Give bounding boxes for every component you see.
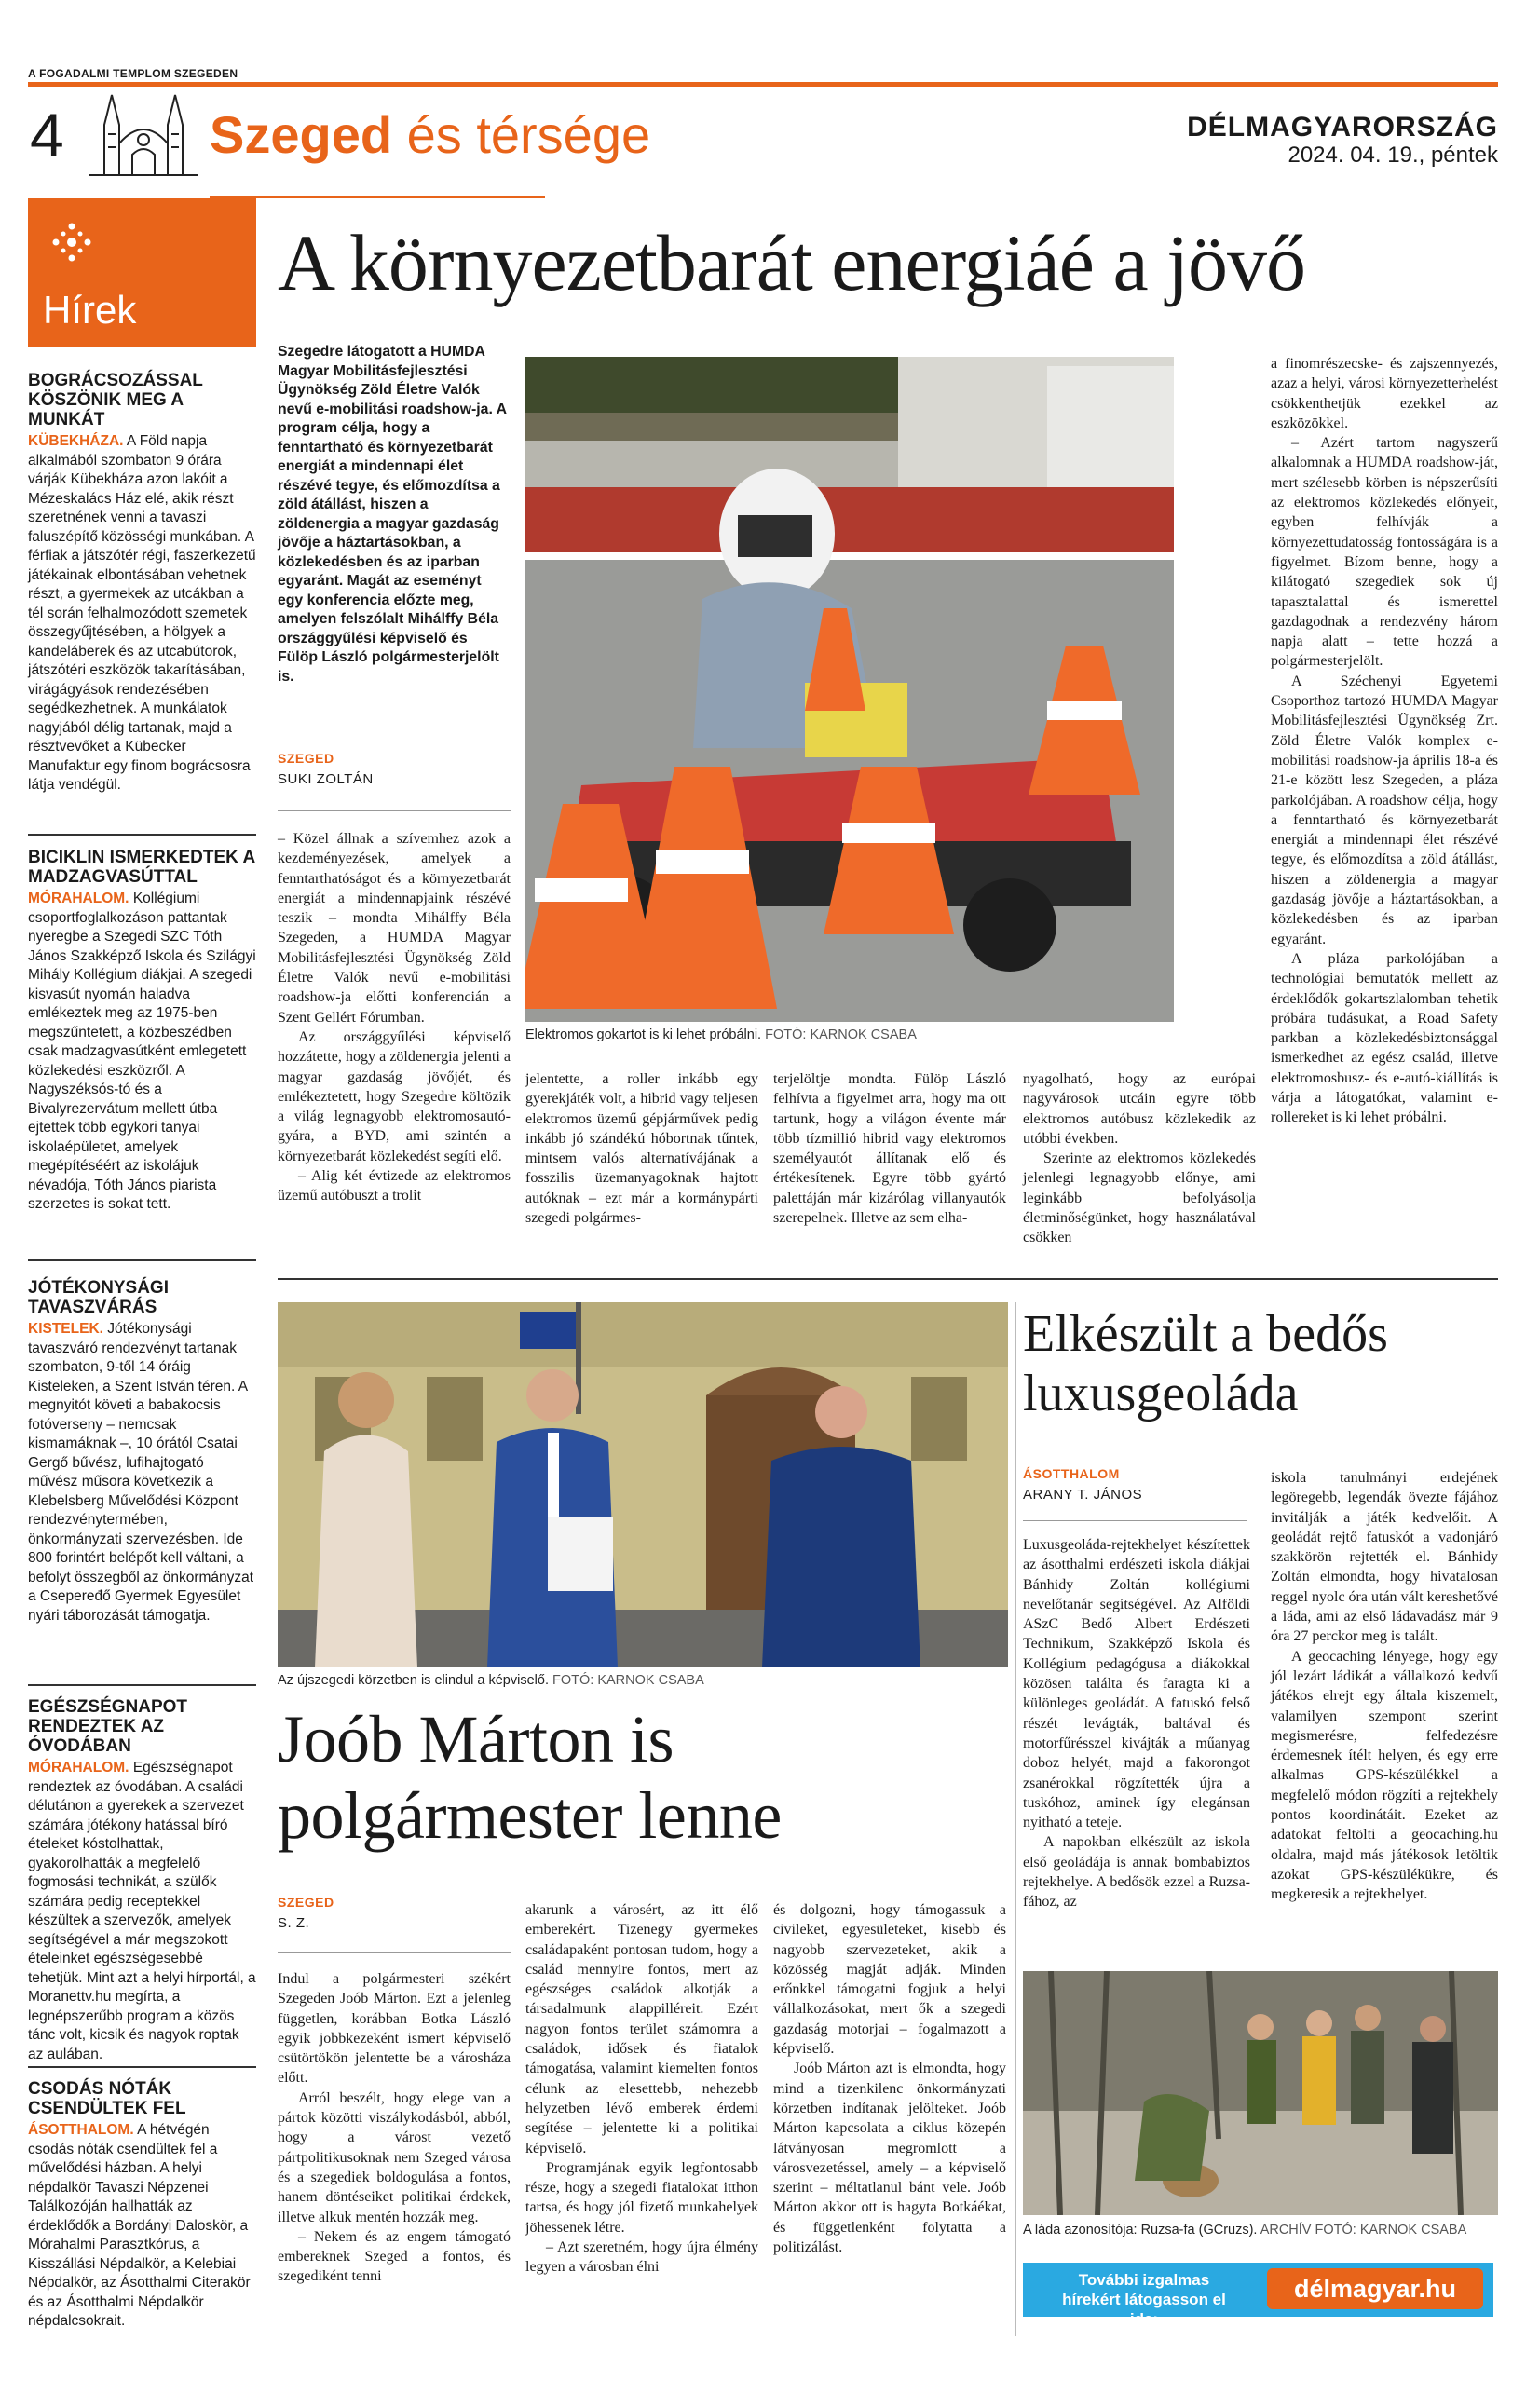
photo-caption	[1023, 2223, 1466, 2238]
brief-title: CSODÁS NÓTÁK CSENDÜLTEK FEL	[28, 2079, 186, 2118]
brief-title: BICIKLIN ISMERKEDTEK A MADZAGVASÚTTAL	[28, 848, 255, 887]
article-column	[773, 1900, 1006, 2257]
geocache-photo	[1023, 1971, 1498, 2215]
promo-text: További izgalmas hírekért látogasson el ide:	[1062, 2271, 1226, 2328]
brief-divider	[28, 2066, 256, 2068]
section-rule	[210, 196, 545, 198]
caption-text: Az újszegedi körzetben is elindul a képviselő.	[278, 1673, 549, 1688]
byline-place: SZEGED	[278, 1895, 334, 1910]
brief-place: ÁSOTTHALOM.	[28, 2122, 134, 2138]
brief-text: Jótékonysági tavaszváró rendezvényt tartanak szombaton, 9-től 14 óráig Kisteleken, a Szent István téren. A megnyitót követi a babakocsis fotóverseny – nemcsak kismamáknak –, 10 órától Csatai Gergő bűvész, lufihajtogató művész műsora következik a Klebelsberg Művelődési Központ rendezvénytermében, önkormányzati szervezésben. Ide 800 forintért belépőt kell váltani, a befolyt összegből az önkormányzat a Csepeređő Gyermek Egyesület nyári táborozását támogatja.	[28, 1321, 254, 1624]
brief-title: BOGRÁCSOZÁSSAL KÖSZÖNIK MEG A MUNKÁT	[28, 371, 203, 429]
byline-rule	[1023, 1520, 1247, 1521]
byline-rule	[278, 1952, 511, 1953]
article-lead: Szegedre látogatott a HUMDA Magyar Mobilitásfejlesztési Ügynökség Zöld Életre Valók nevű e-mobilitási roadshow-ja. A program célja, hogy a fenntartható és környezetbarát energiát a mindennapi élet részévé tegye, és előmozdítsa a zöld átállást, hiszen a zöldenergia a magyar gazdaság jövője a háztartásokban, a közlekedésben és az iparban egyaránt. Magát az eseményt egy konferencia előzte meg, amelyen felszólalt Mihálffy Béla országgyűlési képviselő és Fülöp László polgármesterjelölt is.	[278, 344, 507, 685]
gokart-photo	[525, 357, 1174, 1022]
paragraph: A napokban elkészült az iskola első geoládája is annak bombabiztos rejtekhelye. A bedősök ezzel a Ruzsa-fához, az	[1023, 1834, 1250, 1911]
byline-author: S. Z.	[278, 1915, 310, 1931]
paragraph: – Nekem és az engem támogató embereknek Szeged a fontos, és szegediként tenni	[278, 2228, 511, 2285]
article-column	[525, 1069, 758, 1228]
byline-author: SUKI ZOLTÁN	[278, 771, 374, 787]
article-column	[773, 1069, 1006, 1228]
paragraph: – Azt szeretném, hogy újra élmény legyen a városban élni	[525, 2239, 758, 2276]
brief-place: KISTELEK.	[28, 1321, 103, 1337]
section-title-bold: Szeged	[210, 105, 393, 164]
paragraph: Programjának egyik legfontosabb része, hogy a szegedi fiatalokat itthon tartsa, és hogy jól fizető munkahelyek jöhessenek létre.	[525, 2159, 758, 2236]
brief-place: MÓRAHALOM.	[28, 891, 129, 906]
section-title	[210, 106, 650, 164]
paragraph: A Széchenyi Egyetemi Csoporthoz tartozó HUMDA Magyar Mobilitásfejlesztési Ügynökség Zrt. Zöld Életre Valók komplex e-mobilitási roadshow-ja április 18-a és 21-e között lesz Szegeden, a pláza parkolójában. A roadshow célja, hogy a fenntartható és környezetbarát energiát a mindennapi élet részévé tegye, és előmozdítsa a zöld átállást, hiszen a zöldenergia a magyar gazdaság jövője a háztartásokban, a közlekedésben és az iparban egyaránt.	[1271, 673, 1498, 947]
news-label: Hírek	[43, 288, 137, 332]
paragraph: a finomrészecske- és zajszennyezés, azaz a helyi, városi környezetterhelést csökkenthetjük ezekkel az eszközökkel.	[1271, 356, 1498, 431]
news-box	[28, 198, 256, 347]
article-column	[278, 829, 511, 1206]
photo-caption	[278, 1673, 704, 1688]
promo-banner[interactable]	[1023, 2263, 1493, 2328]
brief-title: EGÉSZSÉGNAPOT RENDEZTEK AZ ÓVODÁBAN	[28, 1697, 188, 1756]
column-divider	[1015, 1302, 1016, 2336]
section-title-rest: és térsége	[406, 105, 651, 164]
paragraph: terjelöltje mondta. Fülöp László felhívta a figyelmet arra, hogy ma ott tartunk, hogy a világon évente már több tízmillió hibrid vagy elektromos személyautót állítanak elő és értékesítenek. Egyre több gyártó palettáján már kizárólag villanyautók szerepelnek. Illetve az sem elha-	[773, 1071, 1006, 1227]
news-dots-icon	[48, 219, 95, 265]
brief-item	[28, 1697, 256, 2064]
promo-link[interactable]: délmagyar.hu	[1267, 2268, 1483, 2309]
top-label: A FOGADALMI TEMPLOM SZEGEDEN	[28, 67, 238, 80]
brief-item	[28, 371, 256, 796]
brand-name: DÉLMAGYARORSZÁG	[1187, 112, 1498, 143]
issue-date: 2024. 04. 19., péntek	[1288, 143, 1498, 168]
byline-author: ARANY T. JÁNOS	[1023, 1487, 1143, 1503]
paragraph: – Közel állnak a szívemhez azok a kezdeményezések, amelyek a fenntarthatóságot és a környezetbarát energiát a mindennapjaink részévé teszik – mondta Mihálffy Béla Szegeden, a HUMDA Magyar Mobilitásfejlesztési Ügynökség Zöld Életre Valók nevű e-mobilitási roadshow-ja előtti konferencián a Szent Gellért Fórumban.	[278, 831, 511, 1026]
brief-text: A hétvégén csodás nóták csendültek fel a művelődési házban. A helyi népdalkör Tavaszi Népzenei Találkozóján hallhatták az érdeklődők a Bordányi Daloskör, a Mórahalmi Parasztkórus, a Kisszállási Népdalkör, a Kelebiai Népdalkör, az Ásotthalmi Citerakör és az Ásotthalmi Népdalkör népdalcsokrait.	[28, 2122, 251, 2329]
photo-credit: FOTÓ: KARNOK CSABA	[552, 1673, 704, 1688]
article-column	[1271, 354, 1498, 1128]
article-column	[278, 1969, 511, 2287]
paragraph: Indul a polgármesteri székért Szegeden Joób Márton. Ezt a jelenleg független, korábban Botka László egyik jobbkezeként ismert képviselő csütörtökön jelentette be a városháza előtt.	[278, 1971, 511, 2087]
cathedral-icon	[86, 88, 201, 177]
paragraph: – Alig két évtizede az elektromos üzemű autóbuszt a trolit	[278, 1168, 511, 1204]
article-headline: Elkészült a bedős luxusgeoláda	[1023, 1305, 1388, 1422]
byline-place: SZEGED	[278, 751, 334, 766]
paragraph: Arról beszélt, hogy elege van a pártok közötti viszálykodásból, abból, hogy a várost vezető pártpolitikusoknak nem Szeged városa és a szegediek boldogulása a fontos, hanem döntéseiket politikai érdekek, illetve alkuk mentén hozzák meg.	[278, 2089, 511, 2225]
brief-divider	[28, 1684, 256, 1686]
top-rule	[28, 82, 1498, 87]
brief-divider	[28, 834, 256, 836]
byline-rule	[278, 810, 511, 811]
paragraph: Joób Márton azt is elmondta, hogy mind a tizenkilenc önkormányzati körzetben indítanak jelölteket. Joób Márton kapcsolata a ciklus közepén látványosan megromlott a városvezetéssel, amely – a képviselő szerint – méltatlanul bánt vele. Joób Márton akkor ott is hagyta Botkáékat, és függetlenként folytatta a politizálást.	[773, 2061, 1006, 2256]
article-column	[1023, 1535, 1250, 1912]
paragraph: Luxusgeoláda-rejtekhelyet készítettek az ásotthalmi erdészeti iskola diákjai Bánhidy Zoltán kollégiumi nevelőtanár segítségével. Az Alföldi ASzC Bedő Albert Erdészeti Technikum, Szakképző Iskola és Kollégium pedagógusa a diákokkal közösen találta és faragta ki a különleges geoládát. A fatuskó felső részét levágták, baltával és motorfűrésszel kivájták a műanyag doboz helyét, majd a fakorongot zsanérokkal rögzítették újra a tuskóhoz, aminek így elegánsan nyitható a teteje.	[1023, 1537, 1250, 1831]
paragraph: nyagolható, hogy az európai nagyvárosok utcáin egyre több elektromos autóbusz közlekedik az utóbbi években.	[1023, 1071, 1256, 1147]
paragraph: Szerinte az elektromos közlekedés jelenlegi legnagyobb előnye, ami leginkább befolyásolja életminőségünket, hogy használatával csökken	[1023, 1150, 1256, 1246]
paragraph: – Azért tartom nagyszerű alkalomnak a HUMDA roadshow-ját, mert szélesebb körben is népszerűsíti az elektromos közlekedés előnyeit, egyben felhívják a környezettudatosság fontosságára is a figyelmet. Bízom benne, hogy a kilátogató szegediek sok új tapasztalattal és ismerettel gazdagodnak a rendezvény három napja alatt – tette hozzá a polgármesterjelölt.	[1271, 435, 1498, 670]
brief-text: Kollégiumi csoportfoglalkozáson pattantak nyeregbe a Szegedi SZC Tóth János Szakképző Iskola és Szilágyi Mihály Kollégium diákjai. A szegedi kisvasút nyomán haladva emlékeztek meg az 1975-ben megszűntetett, a közbeszédben csak madzagvasútként emlegetett közlekedési eszközről. A Nagyszéksós-tó és a Bivalyrezervátum mellett útba ejtettek több egykori tanyai iskolaépületet, amelyek megépítéséért az iskolájuk névadója, Tóth János piarista szerzetes is sokat tett.	[28, 891, 256, 1212]
paragraph: Az országgyűlési képviselő hozzátette, hogy a zöldenergia jelenti a magyar gazdaság jövőjét, és emlékeztetett, hogy Szegedre költözik a világ legnagyobb elektromosautó-gyára, a BYD, ami szintén a környezetbarát közlekedést segíti elő.	[278, 1028, 511, 1164]
photo-credit: ARCHÍV FOTÓ: KARNOK CSABA	[1260, 2223, 1467, 2238]
paragraph: akarunk a városért, az itt élő emberekért. Tizenegy gyermekes családapaként pontosan tudom, hogy a család mennyire fontos, mert az egészséges családok alkotják a társadalmunk alappilléreit. Ezért nagyon fontos terület számomra a családok, idősek és fiatalok támogatása, valamint kiemelten fontos célunk az elesettebb, nehezebb helyzetben lévő emberek érdemi segítése – jelentette ki a politikai képviselő.	[525, 1902, 758, 2156]
photo-credit: FOTÓ: KARNOK CSABA	[765, 1027, 917, 1042]
paragraph: jelentette, a roller inkább egy gyerekjáték volt, a hibrid vagy teljesen elektromos üzemű gépjárművek pedig inkább jó szándékú hóbortnak tűntek, mintsem valós alternatívájának a fosszilis üzemanyagoknak hajtott autóknak – ezt már a kormánypárti szegedi polgármes-	[525, 1071, 758, 1227]
article-column	[1271, 1468, 1498, 1905]
article-column	[1023, 1069, 1256, 1248]
main-headline: A környezetbarát energiáé a jövő	[278, 218, 1306, 307]
brief-title: JÓTÉKONYSÁGI TAVASZVÁRÁS	[28, 1278, 169, 1317]
paragraph: iskola tanulmányi erdejének legöregebb, legendák övezte fájához invitálják a játék kedvelőit. A geoládát rejtő fatuskót a vadonjáró szakkörön rejtették el. Bánhidy Zoltán elmondta, hogy hivatalosan reggel nyolc óra után vált kereshetővé a láda, ami az első ládavadász már 9 óra 27 perckor meg is talált.	[1271, 1470, 1498, 1645]
photo-caption	[525, 1027, 917, 1042]
article-headline: Joób Márton is polgármester lenne	[278, 1702, 782, 1853]
brief-divider	[28, 1259, 256, 1261]
page-number: 4	[30, 101, 64, 170]
section-divider	[1023, 1278, 1498, 1280]
politicians-photo	[278, 1302, 1008, 1667]
brief-place: KÜBEKHÁZA.	[28, 433, 124, 449]
brief-item	[28, 2079, 256, 2332]
paragraph: A pláza parkolójában a technológiai bemutatók mellett az érdeklődők gokartszlalomban tehetik próbára tudásukat, a Road Safety parkban a közlekedésbiztonsággal ismerkedhet az egész család, illetve elektromosbusz- és e-autó-kiállítás is várja a látogatókat, valamint e-rollereket is ki lehet próbálni.	[1271, 950, 1498, 1126]
byline-place: ÁSOTTHALOM	[1023, 1466, 1120, 1481]
caption-text: A láda azonosítója: Ruzsa-fa (GCruzs).	[1023, 2223, 1258, 2238]
brief-text: A Föld napja alkalmából szombaton 9 órára várják Kübekháza azon lakóit a Mézeskalács Ház elé, akik részt szeretnének venni a tavaszi faluszépítő közösségi munkában. A férfiak a játszótér régi, faszerkezetű játékainak elbontásában vehetnek részt, a gyermekek az utcákban a tél során felhalmozódott szemetek összegyűjtésében, a hölgyek a kandeláberek és az utcabútorok, játszótéri eszközök takarításában, virágágyások rendezésében segédkezhetnek. A munkálatok nagyjából délig tartanak, majd a résztvevőket a Kübecker Manufaktur egy finom bográcsosra látja vendégül.	[28, 433, 256, 793]
paragraph: és dolgozni, hogy támogassuk a civileket, egyesületeket, kisebb és nagyobb szervezeteket, akik a közösség magját adják. Minden erőnkkel támogatni fogjuk a helyi vállalkozásokat, mert ők a szegedi gazdaság motorjai – fogalmazott a képviselő.	[773, 1902, 1006, 2058]
brief-item	[28, 848, 256, 1215]
article-column	[525, 1900, 758, 2278]
brief-item	[28, 1278, 256, 1626]
caption-text: Elektromos gokartot is ki lehet próbálni.	[525, 1027, 762, 1042]
brief-place: MÓRAHALOM.	[28, 1760, 129, 1775]
paragraph: A geocaching lényege, hogy egy jól lezárt ládikát a vállalkozó kedvű játékos elrejt egy általa kiszemelt, valamilyen szempont szerint megismerésre, felfedezésre érdemesnek ítélt helyen, és egy erre alkalmas GPS-készülékkel a megfelelő módon rögzíti a rejtekhely pontos koordinátáit. Ezeket az adatokat feltölti a geocaching.hu oldalra, majd más játékosok letöltik azokat GPS-készülékükre, és megkeresik a rejtekhelyet.	[1271, 1648, 1498, 1903]
brief-text: Egészségnapot rendeztek az óvodában. A családi délutánon a gyerekek a szervezet számára jótékony hatással bíró ételeket kóstolhattak, gyakorolhatták a megfelelő fogmosási technikát, a szülők számára pedig receptekkel készültek a szervezők, amelyek segítségével a már megszokott ételeinket egészségesebbé tehetjük. Mint azt a helyi hírportál, a Moranettv.hu megírta, a legnépszerűbb program a közös tánc volt, kicsik és nagyok roptak az aulában.	[28, 1760, 256, 2062]
